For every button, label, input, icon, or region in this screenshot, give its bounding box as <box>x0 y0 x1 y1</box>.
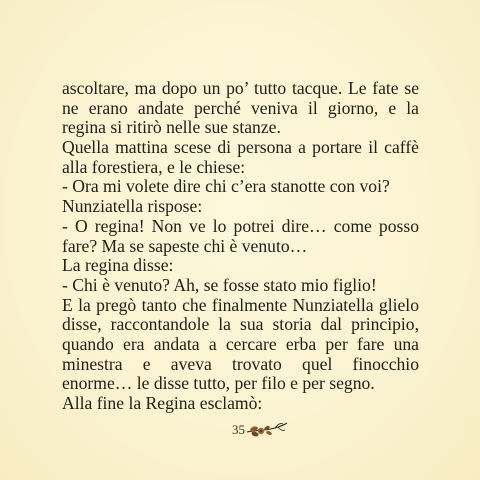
text-line: Nunziatella rispose: <box>62 196 203 217</box>
text-line: enorme… le disse tutto, per filo e per segno. <box>62 373 375 394</box>
text-line: - O regina! Non ve lo potrei dire… come posso <box>62 216 419 236</box>
text-line: E la pregò tanto che finalmente Nunziatella glielo <box>62 295 419 315</box>
text-line: Alla fine la Regina esclamò: <box>62 393 263 413</box>
text-line: - Ora mi volete dire chi c’era stanotte con voi? <box>62 176 390 197</box>
text-line: La regina disse: <box>62 255 174 276</box>
text-line: Quella mattina scese di persona a portare il caffè <box>62 138 419 158</box>
body-text <box>62 79 419 414</box>
text-line: alla forestiera, e le chiese: <box>62 156 246 177</box>
text-line: fare? Ma se sapeste chi è venuto… <box>62 235 308 256</box>
page-footer <box>0 420 480 444</box>
text-line: disse, raccontandole la sua storia dal principio, <box>62 315 419 335</box>
page-number: 35 <box>232 422 245 437</box>
text-line: regina si ritirò nelle sue stanze. <box>62 117 281 138</box>
text-line: ascoltare, ma dopo un po’ tutto tacque. Le fate se <box>62 79 419 98</box>
text-line: quando era andata a cercare erba per fare una <box>62 334 419 354</box>
floral-sprig-icon <box>245 420 289 444</box>
text-line: - Chi è venuto? Ah, se fosse stato mio figlio! <box>62 274 377 295</box>
text-line: minestra e aveva trovato quel finocchio <box>62 354 419 374</box>
text-line: ne erano andate perché veniva il giorno, e la <box>62 98 419 118</box>
